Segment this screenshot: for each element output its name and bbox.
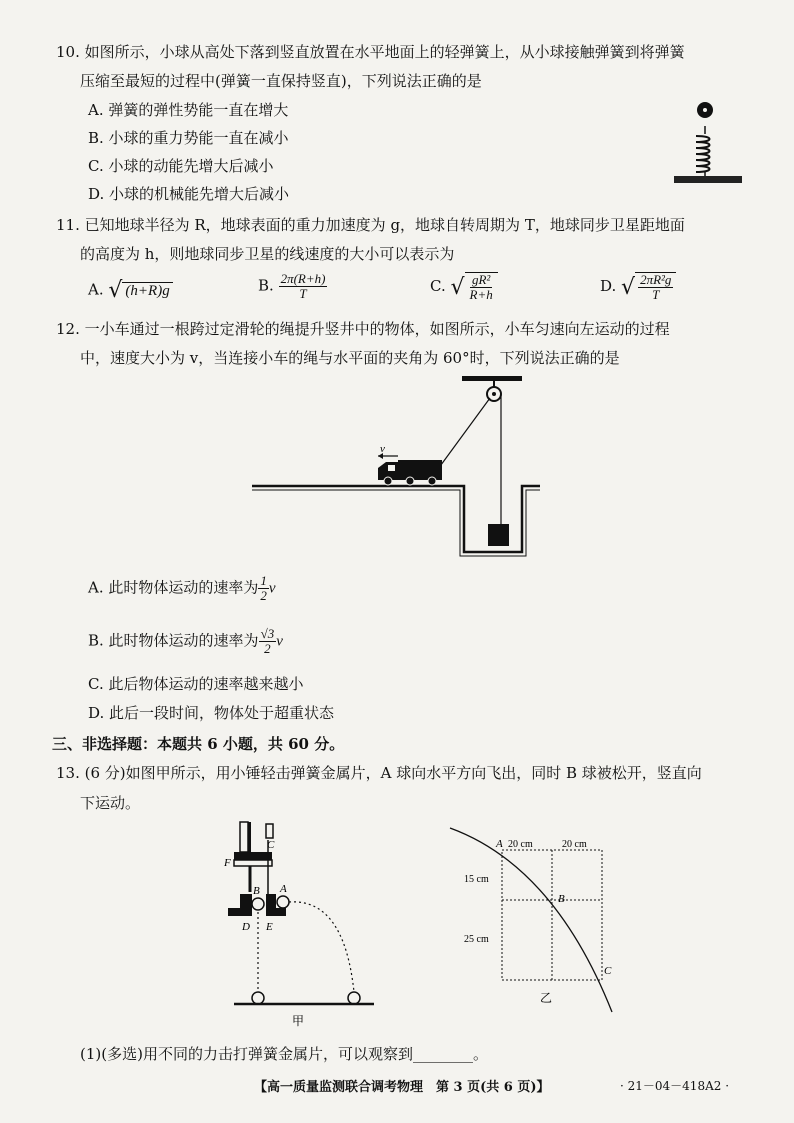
q10-option-b: B. 小球的重力势能一直在减小 <box>88 129 289 147</box>
point-a: A <box>496 838 503 850</box>
ball-a <box>277 896 289 908</box>
q11-stem-line2: 的高度为 h，则地球同步卫星的线速度的大小可以表示为 <box>80 245 455 263</box>
q12-option-c: C. 此后物体运动的速率越来越小 <box>88 675 304 693</box>
label-f: F <box>224 857 231 869</box>
point-c: C <box>604 965 612 977</box>
caption-yi: 乙 <box>540 991 553 1005</box>
q12-option-d: D. 此后一段时间，物体处于超重状态 <box>88 704 335 722</box>
pulley-truck-figure <box>250 372 540 568</box>
side-dim-2: 25 cm <box>464 934 489 945</box>
section-3-heading: 三、非选择题：本题共 6 小题，共 60 分。 <box>52 735 345 753</box>
spring-ball-figure <box>668 96 748 188</box>
q13-stem-line1: 13. (6 分)如图甲所示，用小锤轻击弹簧金属片，A 球向水平方向飞出，同时 B 球被松开，竖直向 <box>56 764 702 782</box>
q12-option-a: A. 此时物体运动的速率为 $\frac{1}{2}$ v <box>88 573 276 603</box>
label-b: B <box>253 885 260 897</box>
q12-stem-line1: 12. 一小车通过一根跨过定滑轮的绳提升竖井中的物体，如图所示，小车匀速向左运动的过程 <box>56 320 670 338</box>
q10-option-a: A. 弹簧的弹性势能一直在增大 <box>88 101 289 119</box>
truck-icon <box>378 460 442 485</box>
footer-page-info: 【高一质量监测联合调考物理 第 3 页(共 6 页)】 <box>254 1080 550 1095</box>
projectile-curve <box>450 828 612 1012</box>
label-c: C <box>267 839 275 851</box>
spring-icon <box>696 136 710 172</box>
q13-stem-line2: 下运动。 <box>80 794 141 812</box>
q11-stem-line1: 11. 已知地球半径为 R，地球表面的重力加速度为 g，地球自转周期为 T，地球同步卫星距地面 <box>56 216 685 234</box>
q10-stem-line2: 压缩至最短的过程中(弹簧一直保持竖直)，下列说法正确的是 <box>80 72 482 90</box>
rope-to-truck <box>438 398 490 469</box>
label-a: A <box>280 883 287 895</box>
q10-option-d: D. 小球的机械能先增大后减小 <box>88 185 290 203</box>
ceiling-mount <box>462 376 522 381</box>
figure-yi-trajectory-grid <box>444 826 634 1026</box>
velocity-label: v <box>380 443 385 455</box>
caption-jia: 甲 <box>292 1014 305 1028</box>
ground-hatch <box>674 176 742 183</box>
label-d: D <box>242 921 250 933</box>
top-dim-2: 20 cm <box>562 839 587 850</box>
side-dim-1: 15 cm <box>464 874 489 885</box>
q11-option-a: A. √ (h+R)g <box>88 278 173 303</box>
hammer <box>234 860 272 866</box>
q13-subquestion-1: (1)(多选)用不同的力击打弹簧金属片，可以观察到________。 <box>80 1045 488 1063</box>
hanging-block <box>488 524 509 546</box>
point-b: B <box>558 893 565 905</box>
q10-stem-line1: 10. 如图所示，小球从高处下落到竖直放置在水平地面上的轻弹簧上，从小球接触弹簧到将弹簧 <box>56 43 685 61</box>
top-dim-1: 20 cm <box>508 839 533 850</box>
label-e: E <box>266 921 273 933</box>
q12-stem-line2: 中，速度大小为 v，当连接小车的绳与水平面的夹角为 60°时，下列说法正确的是 <box>80 349 620 367</box>
q11-option-c: C. √ $\frac{\text{gR²}}{R+h}$ <box>430 272 498 302</box>
q12-option-b: B. 此时物体运动的速率为 $\frac{√3}{2}$ v <box>88 626 283 656</box>
q11-option-b: B. $\frac{2\pi(R+h)}{T}$ <box>258 271 326 301</box>
ball-a-path <box>289 902 354 992</box>
q11-option-d: D. √ $\frac{\text{2πR²g}}{T}$ <box>600 272 676 302</box>
q10-option-c: C. 小球的动能先增大后减小 <box>88 157 274 175</box>
figure-jia-apparatus <box>214 820 384 1035</box>
footer-code: · 21－04－418A2 · <box>620 1079 730 1093</box>
ball-b <box>252 898 264 910</box>
